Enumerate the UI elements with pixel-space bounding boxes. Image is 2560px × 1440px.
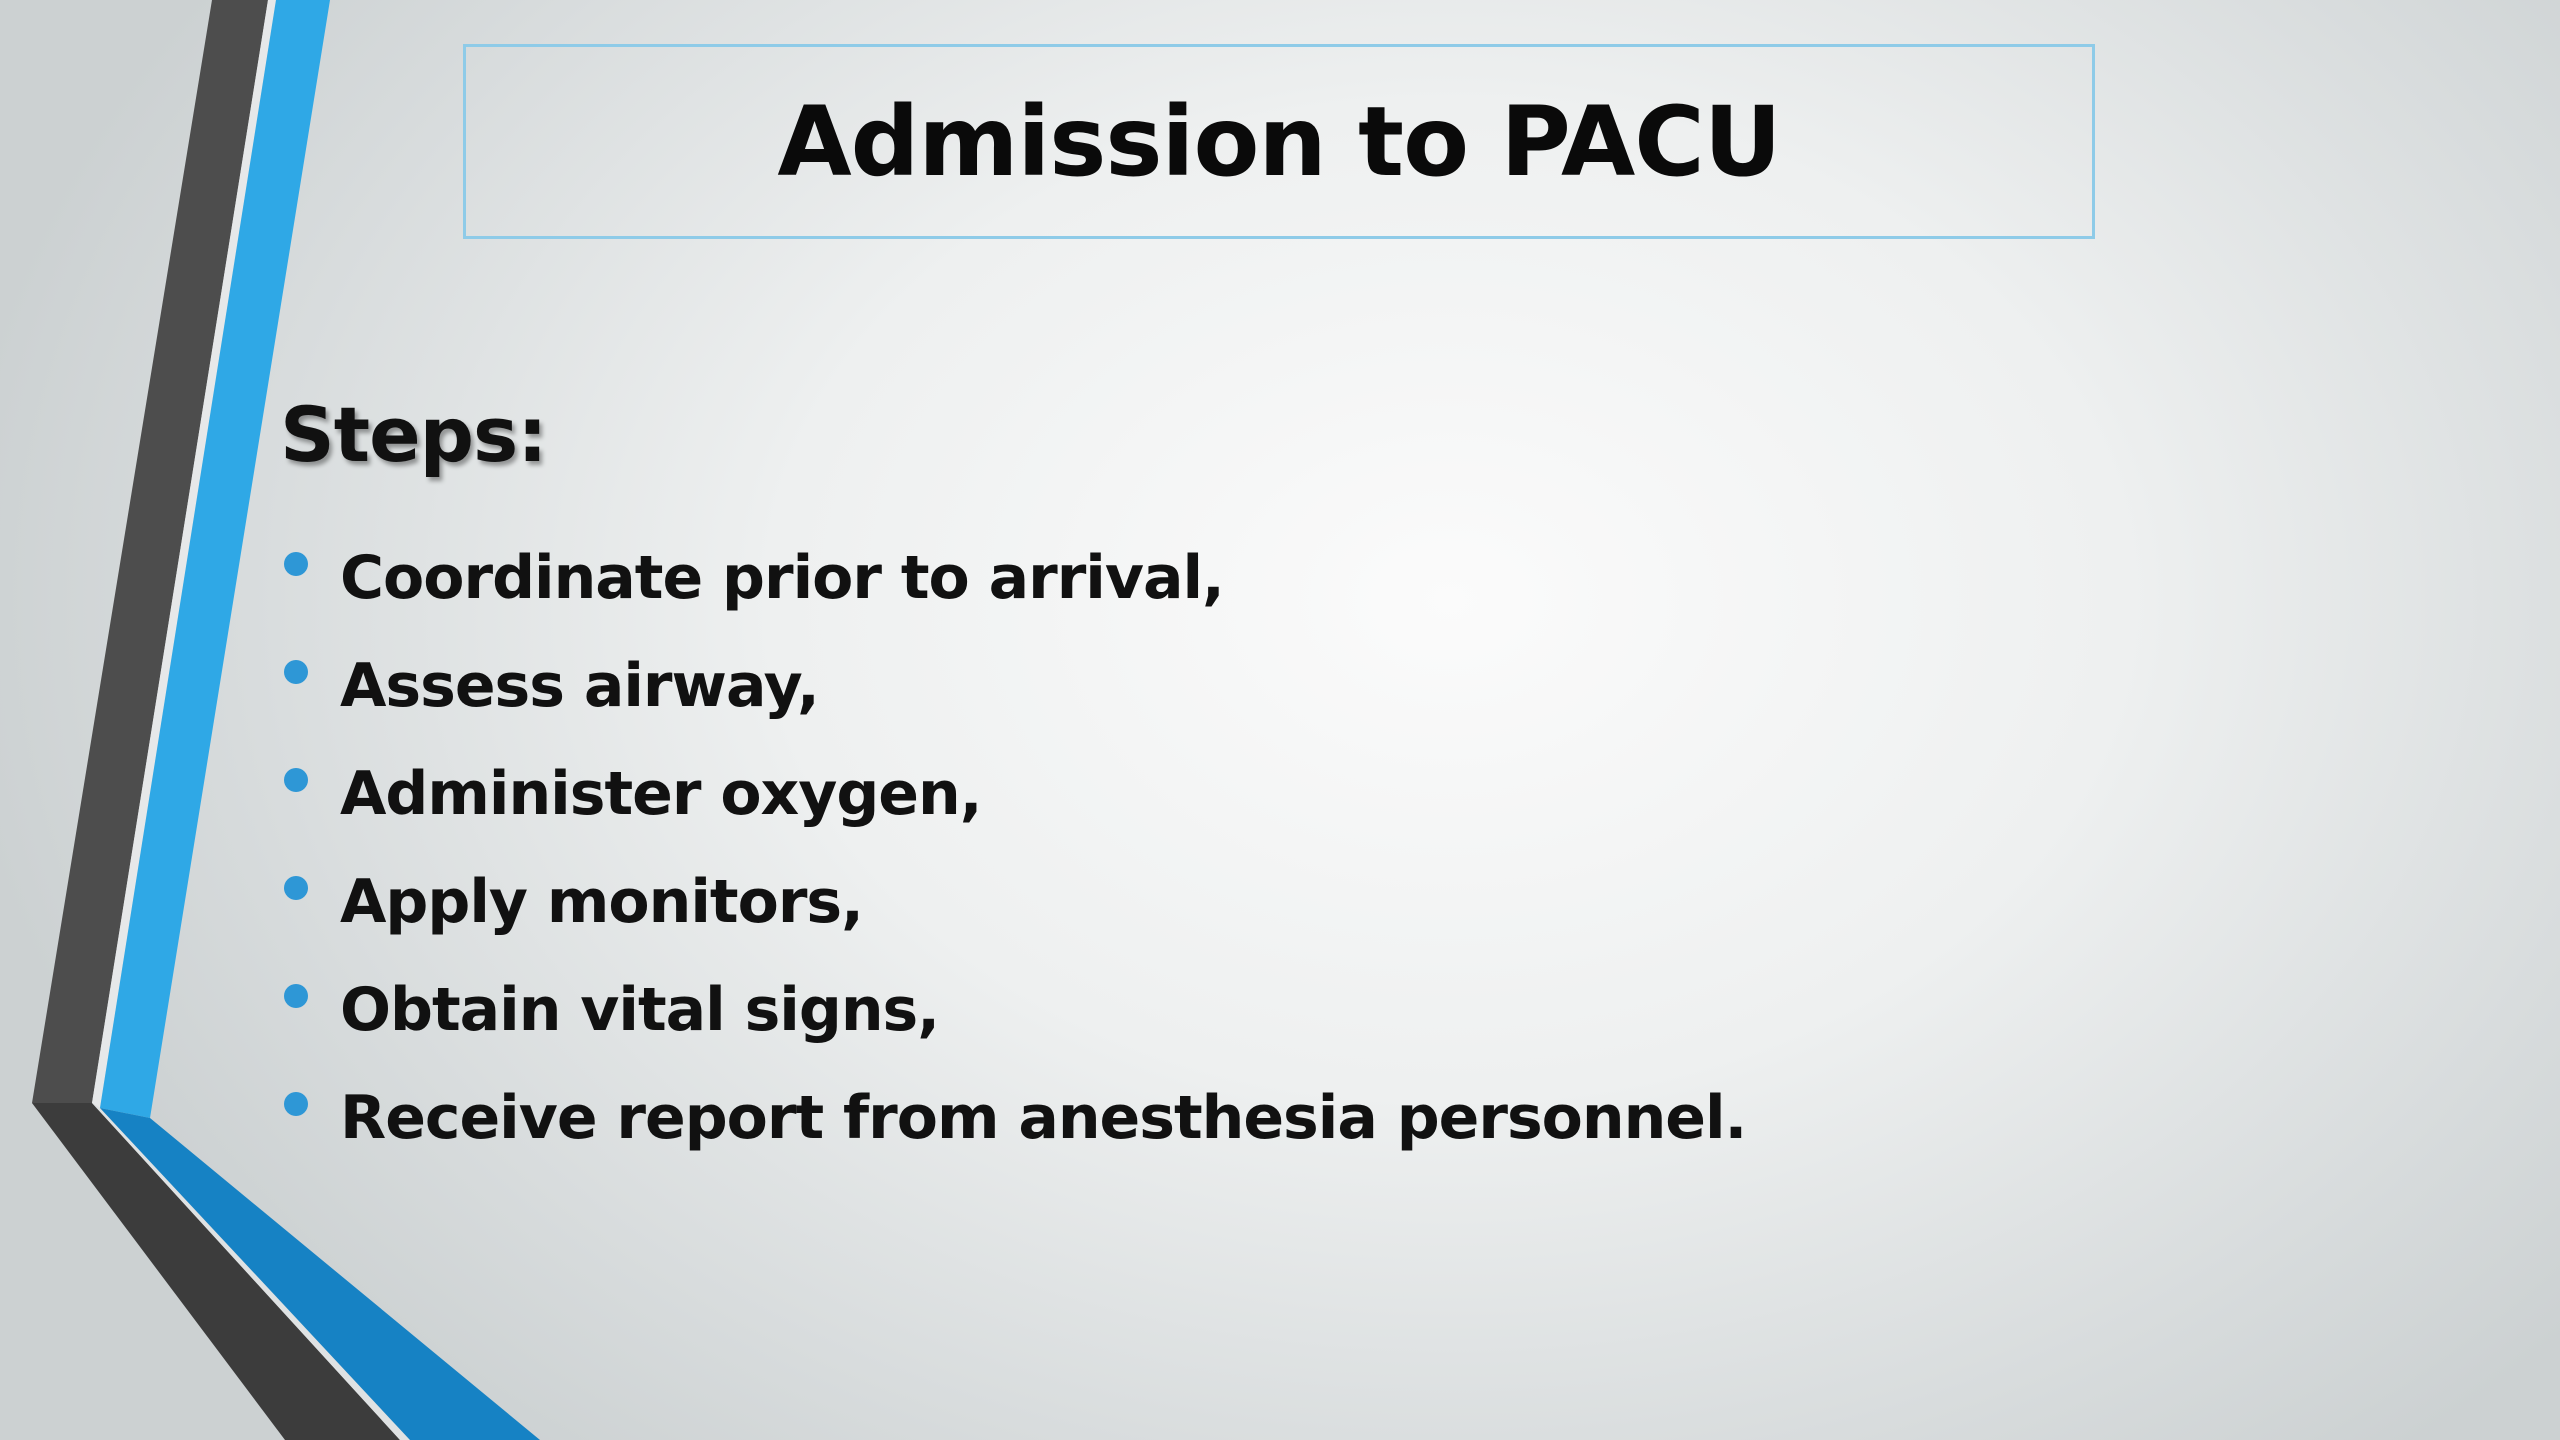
steps-list — [280, 530, 1746, 1178]
list-item — [280, 530, 1746, 638]
list-item — [280, 854, 1746, 962]
title-box — [463, 44, 2095, 239]
step-text: Apply monitors, — [340, 867, 863, 937]
step-text: Assess airway, — [340, 651, 819, 721]
bullet-icon — [284, 552, 308, 576]
bullet-icon — [284, 1092, 308, 1116]
slide-title: Admission to PACU — [777, 85, 1781, 198]
list-item — [280, 746, 1746, 854]
list-item — [280, 1070, 1746, 1178]
step-text: Coordinate prior to arrival, — [340, 543, 1224, 613]
bullet-icon — [284, 984, 308, 1008]
step-text: Receive report from anesthesia personnel. — [340, 1083, 1747, 1153]
bullet-icon — [284, 768, 308, 792]
light-gap-stripe — [92, 0, 276, 1108]
steps-heading: Steps: — [280, 390, 547, 479]
bullet-icon — [284, 876, 308, 900]
list-item — [280, 962, 1746, 1070]
step-text: Administer oxygen, — [340, 759, 982, 829]
bullet-icon — [284, 660, 308, 684]
list-item — [280, 638, 1746, 746]
step-text: Obtain vital signs, — [340, 975, 940, 1045]
